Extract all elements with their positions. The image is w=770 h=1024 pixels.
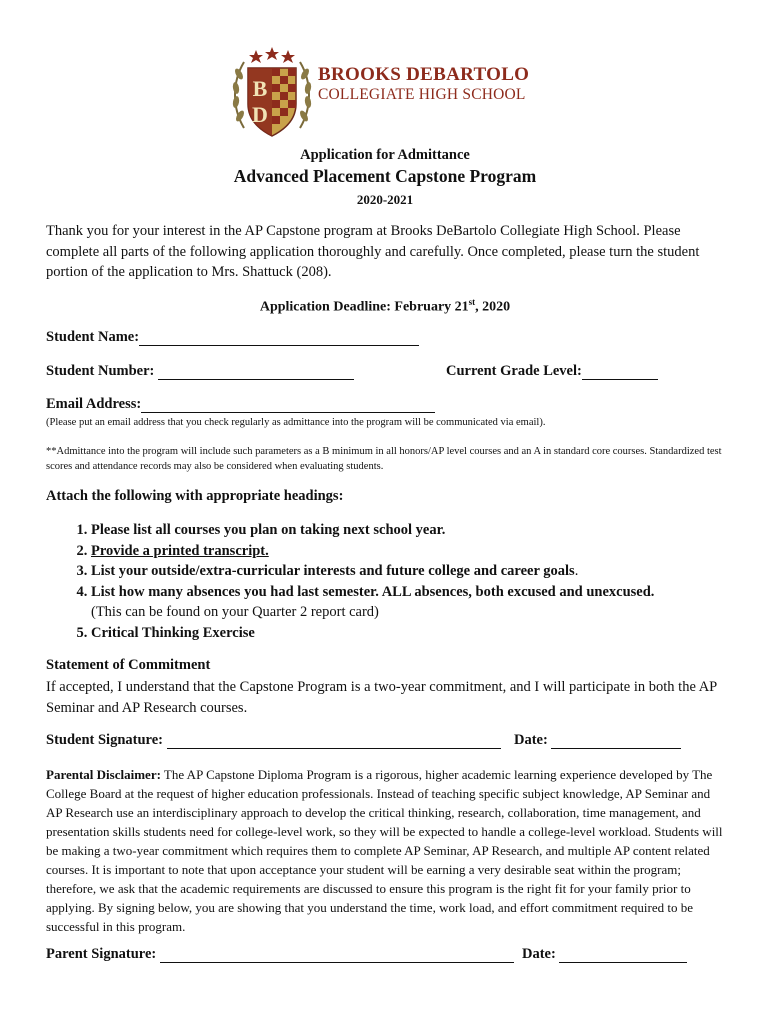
grade-level-line[interactable]: [582, 365, 658, 380]
disclaimer-label: Parental Disclaimer:: [46, 767, 161, 782]
list-item: 5. Critical Thinking Exercise: [91, 623, 654, 644]
parent-date-line[interactable]: [559, 948, 687, 963]
attach-heading: Attach the following with appropriate headings:: [46, 488, 344, 504]
student-name-field[interactable]: [46, 329, 419, 346]
school-year: 2020-2021: [356, 192, 414, 207]
student-signature-label: Student Signature:: [46, 732, 163, 748]
application-deadline: Application Deadline: February 21st, 2020: [259, 297, 511, 315]
student-date-line[interactable]: [551, 734, 681, 749]
intro-paragraph: Thank you for your interest in the AP Capstone program at Brooks DeBartolo Collegiate High School. Please complete all parts of the following application thoroughly and carefully. Once completed, please turn the student portion of the application to Mrs. Shattuck (208).: [46, 223, 700, 280]
svg-text:B: B: [252, 76, 268, 101]
parent-signature-line[interactable]: [160, 948, 514, 963]
student-name-label: Student Name:: [46, 329, 140, 345]
parent-date-field[interactable]: [522, 946, 687, 963]
parent-signature-label: Parent Signature:: [46, 946, 157, 962]
student-signature-line[interactable]: [167, 734, 501, 749]
svg-text:D: D: [252, 102, 268, 127]
grade-level-field[interactable]: [446, 363, 658, 380]
school-name: BROOKS DEBARTOLO: [318, 64, 530, 85]
student-number-label: Student Number:: [46, 363, 155, 379]
commitment-text: If accepted, I understand that the Capstone Program is a two-year commitment, and I will participate in both the AP Seminar and AP Research courses.: [46, 679, 717, 716]
commitment-heading: Statement of Commitment: [46, 657, 211, 673]
parental-disclaimer: [46, 765, 726, 936]
email-line[interactable]: [141, 398, 435, 413]
school-subtitle: COLLEGIATE HIGH SCHOOL: [318, 86, 526, 103]
email-field[interactable]: [46, 396, 435, 413]
list-item: 1. Please list all courses you plan on taking next school year.: [91, 520, 654, 541]
student-date-label: Date:: [514, 732, 548, 748]
school-crest-logo: [230, 44, 314, 140]
program-title: Advanced Placement Capstone Program: [233, 166, 537, 186]
email-note: (Please put an email address that you check regularly as admittance into the program will be communicated via email).: [46, 417, 546, 428]
student-number-field[interactable]: [46, 363, 354, 380]
list-item: 4. List how many absences you had last semester. ALL absences, both excused and unexcused. (This can be found on your Quarter 2 report card): [91, 582, 654, 623]
form-title: Application for Admittance: [300, 147, 470, 163]
list-item-subnote: (This can be found on your Quarter 2 report card): [91, 604, 379, 620]
student-signature-field[interactable]: [46, 732, 501, 749]
list-item: 2. Provide a printed transcript.: [91, 541, 654, 562]
list-item: 3. List your outside/extra-curricular interests and future college and career goals.: [91, 561, 654, 582]
student-date-field[interactable]: [514, 732, 681, 749]
grade-level-label: Current Grade Level:: [446, 363, 582, 379]
admittance-note: **Admittance into the program will include such parameters as a B minimum in all honors/AP level courses and an A in standard core courses. Standardized test scores and attendance records may also be considered when evaluating students.: [46, 446, 722, 472]
parent-date-label: Date:: [522, 946, 556, 962]
email-label: Email Address:: [46, 396, 142, 412]
disclaimer-text: The AP Capstone Diploma Program is a rigorous, higher academic learning experience developed by The College Board at the request of higher education professionals. Instead of teaching specific subject knowledge, AP Seminar and AP Research use an interdisciplinary approach to develop the critical thinking, research, collaboration, time management, and presentation skills students need for college-level work, so they will be expected to handle a college-level workload. Students will be making a two-year commitment which requires them to complete AP Seminar, AP Research, and multiple AP content related courses. It is important to note that upon acceptance your student will be earning a very desirable seat within the program; therefore, we ask that the academic requirements are discussed to ensure this program is the right fit for your family prior to applying. By signing below, you are showing that you understand the time, work load, and effort commitment required to be successful in this program.: [46, 767, 723, 934]
parent-signature-field[interactable]: [46, 946, 514, 963]
attachment-list: [46, 520, 654, 643]
student-number-line[interactable]: [158, 365, 354, 380]
student-name-line[interactable]: [139, 331, 419, 346]
